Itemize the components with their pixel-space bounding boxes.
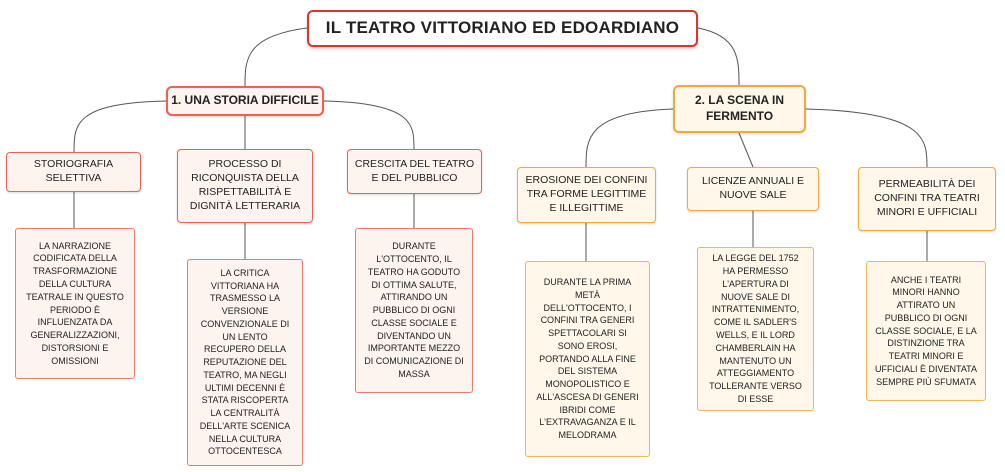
root-to-branch-2-connector [698,28,739,85]
branch-1-to-topic-3-connector [324,101,414,149]
root-to-branch-1-connector [245,28,307,86]
detail-storiografia-selettiva: LA NARRAZIONE CODIFICATA DELLA TRASFORMAZIONE DELLA CULTURA TEATRALE IN QUESTO PERIODO È INFLUENZATA DA GENERALIZZAZIONI, DISTORSIONI E OMISSIONI [15,228,135,379]
branch-1-to-topic-1-connector [74,101,166,152]
topic-storiografia-selettiva[interactable]: STORIOGRAFIA SELETTIVA [6,152,141,192]
branch-2-to-topic-3-connector [806,109,927,167]
detail-permeabilita-dei-confini: ANCHE I TEATRI MINORI HANNO ATTIRATO UN PUBBLICO DI OGNI CLASSE SOCIALE, E LA DISTINZIONE TRA TEATRI MINORI E UFFICIALI È DIVENTATA SEMPRE PIÙ SFUMATA [866,261,986,401]
branch-2-to-topic-1-connector [586,109,673,167]
branch-la-scena-in-fermento[interactable]: 2. LA SCENA IN FERMENTO [673,85,806,133]
topic-permeabilita-dei-confini[interactable]: PERMEABILITÀ DEI CONFINI TRA TEATRI MINORI E UFFICIALI [858,167,996,231]
topic-crescita-del-teatro[interactable]: CRESCITA DEL TEATRO E DEL PUBBLICO [347,149,482,194]
topic-erosione-dei-confini[interactable]: EROSIONE DEI CONFINI TRA FORME LEGITTIME E ILLEGITTIME [517,167,656,223]
detail-erosione-dei-confini: DURANTE LA PRIMA METÀ DELL'OTTOCENTO, I CONFINI TRA GENERI SPETTACOLARI SI SONO EROSI, PORTANDO ALLA FINE DEL SISTEMA MONOPOLISTICO E ALL'ASCESA DI GENERI IBRIDI COME L'EXTRAVAGANZA E IL MELODRAMA [525,261,650,457]
detail-processo-di-riconquista: LA CRITICA VITTORIANA HA TRASMESSO LA VERSIONE CONVENZIONALE DI UN LENTO RECUPERO DELLA REPUTAZIONE DEL TEATRO, MA NEGLI ULTIMI DECENNI È STATA RISCOPERTA LA CENTRALITÀ DELL'ARTE SCENICA NELLA CULTURA OTTOCENTESCA [187,259,303,466]
detail-crescita-del-teatro: DURANTE L'OTTOCENTO, IL TEATRO HA GODUTO DI OTTIMA SALUTE, ATTIRANDO UN PUBBLICO DI OGNI CLASSE SOCIALE E DIVENTANDO UN IMPORTANTE MEZZO DI COMUNICAZIONE DI MASSA [355,228,473,393]
root-title[interactable]: IL TEATRO VITTORIANO ED EDOARDIANO [307,10,698,47]
branch-una-storia-difficile[interactable]: 1. UNA STORIA DIFFICILE [166,86,324,116]
topic-licenze-annuali[interactable]: LICENZE ANNUALI E NUOVE SALE [687,167,819,211]
topic-processo-di-riconquista[interactable]: PROCESSO DI RICONQUISTA DELLA RISPETTABILITÀ E DIGNITÀ LETTERARIA [177,149,313,223]
branch-2-to-topic-2-connector [739,133,753,167]
detail-licenze-annuali: LA LEGGE DEL 1752 HA PERMESSO L'APERTURA DI NUOVE SALE DI INTRATTENIMENTO, COME IL SADLER'S WELLS, E IL LORD CHAMBERLAIN HA MANTENUTO UN ATTEGGIAMENTO TOLLERANTE VERSO DI ESSE [697,247,814,411]
